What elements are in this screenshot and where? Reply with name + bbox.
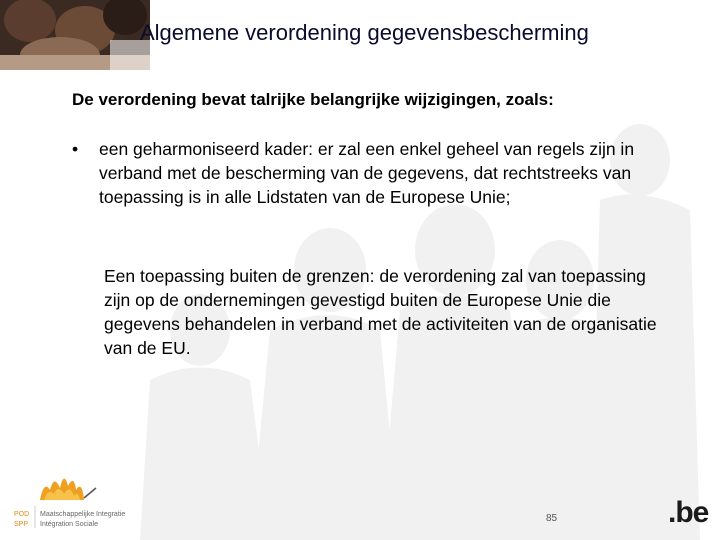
bullet-text: een geharmoniseerd kader: er zal een enkel geheel van regels zijn in verband met de bescherming van de gegevens, dat rechtstreeks van toepassing is in alle Lidstaten van de Europese Unie; [99,139,635,207]
slide-title: Algemene verordening gegevensbescherming [140,20,589,45]
org-line-2: Intégration Sociale [40,521,98,528]
slide-subtitle: De verordening bevat talrijke belangrijke wijzigingen, zoals: [72,90,554,109]
bullet-symbol: • [72,139,79,159]
org-code-2: SPP [14,521,29,528]
be-logo: .be [668,496,709,529]
org-line-1: Maatschappelijke Integratie [40,511,126,518]
page-number: 85 [546,513,558,524]
body-paragraph: Een toepassing buiten de grenzen: de verordening zal van toepassing zijn op de ondernemingen gevestigd buiten de Europese Unie die gegevens behandelen in verband met de activiteiten van de organisatie van de EU. [104,266,657,358]
fod-logo [8,466,148,532]
org-code-1: POD [14,511,30,518]
header-photo [0,0,150,70]
